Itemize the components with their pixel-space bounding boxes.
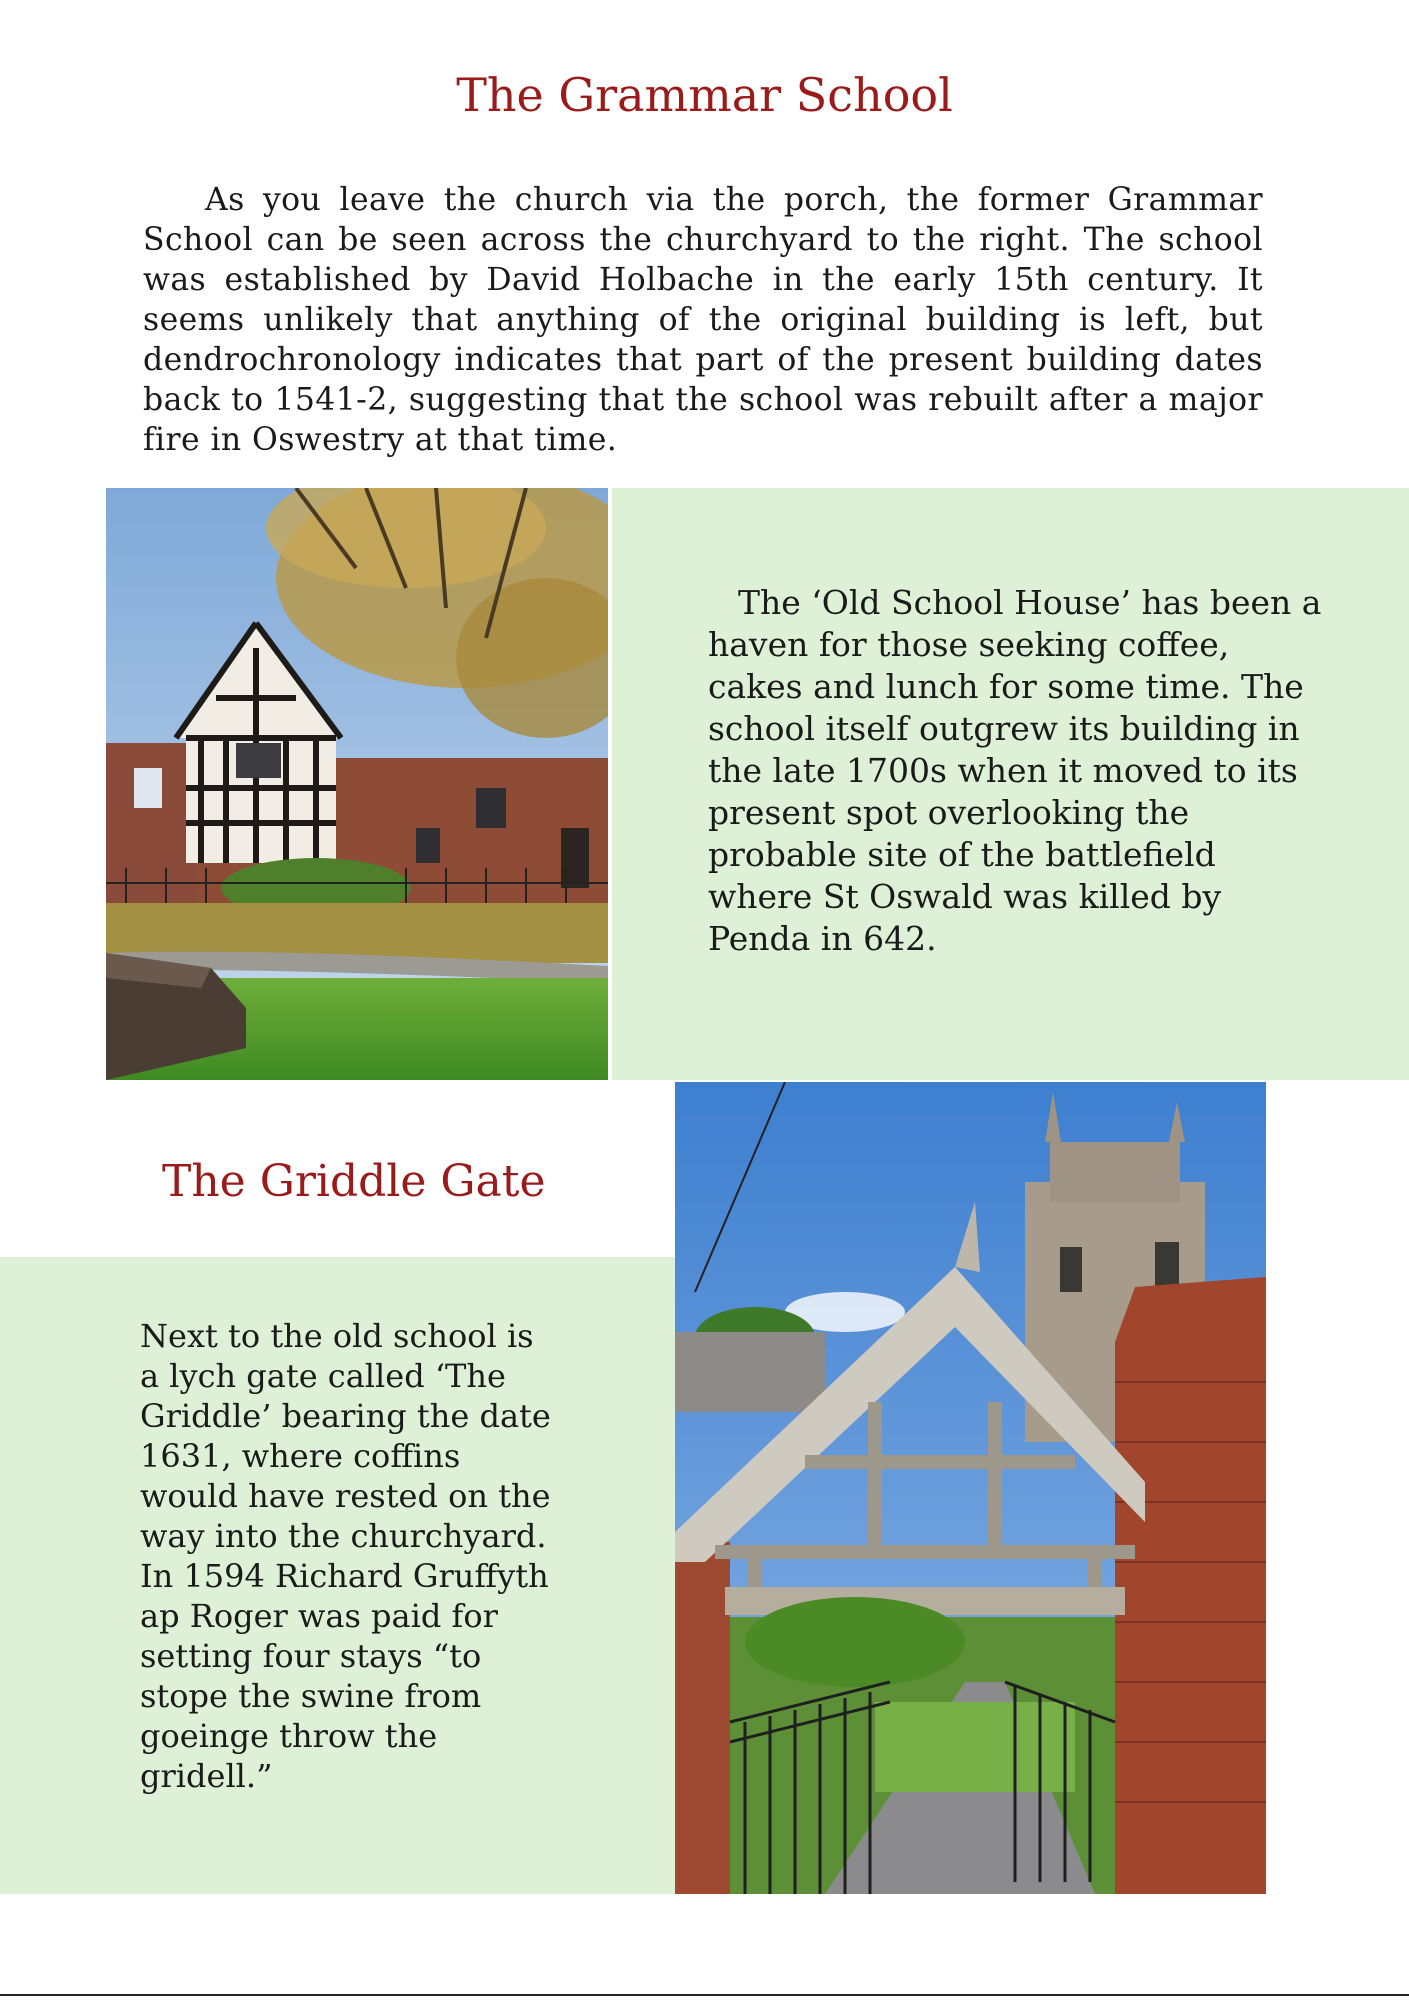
intro-paragraph: As you leave the church via the porch, the former Grammar School can be seen across the churchyard to the right. The school was established by David Holbache in the early 15th century. It seems unlikely that anything of the original building is left, but dendrochronology indicates that part of the present building dates back to 1541-2, suggesting that the school was rebuilt after a major fire in Oswestry at that time. <box>143 182 1263 458</box>
griddle-gate-title: The Griddle Gate <box>162 1156 546 1207</box>
old-school-house-photo <box>106 488 608 1080</box>
bottom-rule <box>0 1994 1409 1996</box>
griddle-gate-illustration <box>675 1082 1266 1894</box>
old-school-house-illustration <box>106 488 608 1080</box>
grammar-school-title: The Grammar School <box>456 68 953 122</box>
griddle-gate-paragraph: Next to the old school is a lych gate called ‘The Griddle’ bearing the date 1631, where coffins would have rested on the way into the churchyard. In 1594 Richard Gruffyth ap Roger was paid for setting four stays “to stope the swine from goeinge throw the gridell.” <box>140 1317 551 1795</box>
griddle-gate-photo <box>675 1082 1266 1894</box>
old-school-paragraph: The ‘Old School House’ has been a haven for those seeking coffee, cakes and lunch for some time. The school itself outgrew its building in the late 1700s when it moved to its present spot overlooking the probable site of the battlefield where St Oswald was killed by Penda in 642. <box>708 583 1322 958</box>
